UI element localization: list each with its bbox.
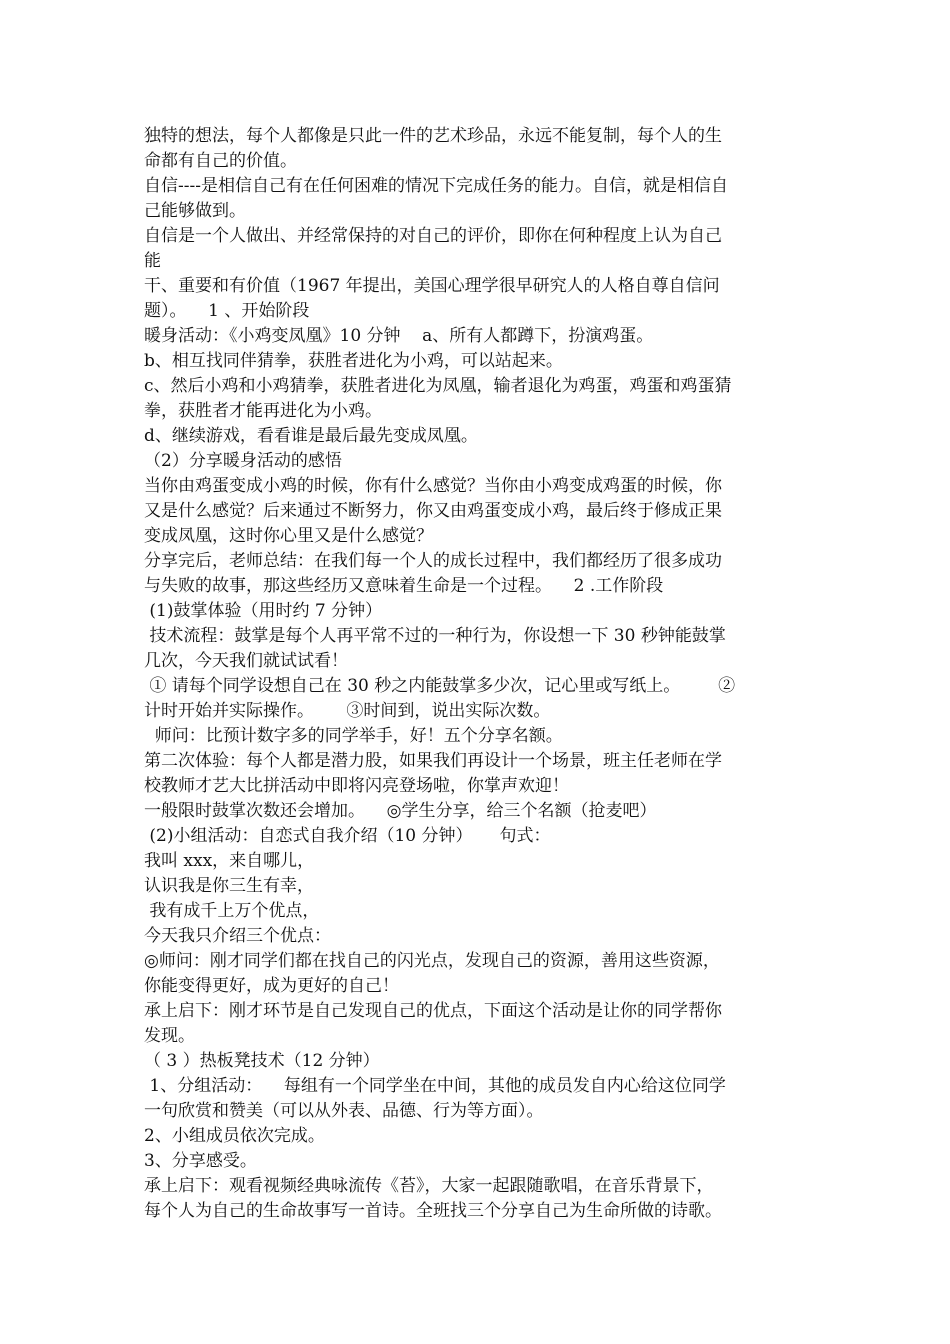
text-line: （2）分享暖身活动的感悟	[144, 451, 342, 471]
text-line: 承上启下：观看视频经典咏流传《苔》，大家一起跟随歌唱，在音乐背景下，	[144, 1176, 714, 1196]
text-line: 技术流程：鼓掌是每个人再平常不过的一种行为，你设想一下 30 秒钟能鼓掌	[144, 626, 726, 646]
text-line: 我有成千上万个优点，	[144, 901, 320, 921]
text-line: 自信----是相信自己有在任何困难的情况下完成任务的能力。自信，就是相信自	[144, 176, 728, 196]
text-line: ◎师问：刚才同学们都在找自己的闪光点，发现自己的资源，善用这些资源，	[144, 951, 720, 971]
text-line: 发现。	[144, 1026, 195, 1046]
text-line: 你能变得更好，成为更好的自己！	[144, 976, 399, 996]
text-line: 干、重要和有价值（1967 年提出，美国心理学很早研究人的人格自尊自信问	[144, 276, 720, 296]
text-line: 2、小组成员依次完成。	[144, 1126, 325, 1146]
text-line: 校教师才艺大比拼活动中即将闪亮登场啦，你掌声欢迎！	[144, 776, 569, 796]
text-line: 当你由鸡蛋变成小鸡的时候，你有什么感觉？当你由小鸡变成鸡蛋的时候，你	[144, 476, 722, 496]
text-line: (1)鼓掌体验（用时约 7 分钟）	[144, 601, 383, 621]
text-line: b、相互找同伴猜拳，获胜者进化为小鸡，可以站起来。	[144, 351, 563, 371]
text-line: 3、分享感受。	[144, 1151, 257, 1171]
text-line: 自信是一个人做出、并经常保持的对自己的评价，即你在何种程度上认为自己	[144, 226, 722, 246]
text-line: (2)小组活动：自恋式自我介绍（10 分钟） 句式：	[144, 826, 551, 846]
text-line: 每个人为自己的生命故事写一首诗。全班找三个分享自己为生命所做的诗歌。	[144, 1201, 722, 1221]
text-line: 第二次体验：每个人都是潜力股，如果我们再设计一个场景，班主任老师在学	[144, 751, 722, 771]
text-line: （ 3 ）热板凳技术（12 分钟）	[144, 1051, 380, 1071]
text-line: 暖身活动：《小鸡变凤凰》10 分钟 a、所有人都蹲下，扮演鸡蛋。	[144, 326, 654, 346]
text-line: 与失败的故事，那这些经历又意味着生命是一个过程。 2 .工作阶段	[144, 576, 664, 596]
text-line: 能	[144, 251, 161, 271]
text-line: 一般限时鼓掌次数还会增加。 ◎学生分享，给三个名额（抢麦吧）	[144, 801, 657, 821]
text-line: 一句欣赏和赞美（可以从外表、品德、行为等方面）。	[144, 1101, 544, 1121]
text-line: ① 请每个同学设想自己在 30 秒之内能鼓掌多少次，记心里或写纸上。 ②	[144, 676, 736, 696]
text-line: 己能够做到。	[144, 201, 246, 221]
text-line: 计时开始并实际操作。 ③时间到，说出实际次数。	[144, 701, 551, 721]
text-line: 认识我是你三生有幸，	[144, 876, 314, 896]
text-line: 几次，今天我们就试试看！	[144, 651, 348, 671]
text-line: 命都有自己的价值。	[144, 151, 297, 171]
text-line: d、继续游戏，看看谁是最后最先变成凤凰。	[144, 426, 478, 446]
text-line: 承上启下：刚才环节是自己发现自己的优点，下面这个活动是让你的同学帮你	[144, 1001, 722, 1021]
text-line: 题）。 1 、开始阶段	[144, 301, 310, 321]
document-body	[144, 124, 812, 1224]
text-line: 独特的想法，每个人都像是只此一件的艺术珍品，永远不能复制，每个人的生	[144, 126, 722, 146]
text-line: 拳，获胜者才能再进化为小鸡。	[144, 401, 382, 421]
text-line: c、然后小鸡和小鸡猜拳，获胜者进化为凤凰，输者退化为鸡蛋，鸡蛋和鸡蛋猜	[144, 376, 732, 396]
text-line: 我叫 xxx，来自哪儿，	[144, 851, 315, 871]
text-line: 1、分组活动： 每组有一个同学坐在中间，其他的成员发自内心给这位同学	[144, 1076, 726, 1096]
text-line: 又是什么感觉？后来通过不断努力，你又由鸡蛋变成小鸡，最后终于修成正果	[144, 501, 722, 521]
text-line: 分享完后，老师总结：在我们每一个人的成长过程中，我们都经历了很多成功	[144, 551, 722, 571]
text-line: 今天我只介绍三个优点：	[144, 926, 331, 946]
text-line: 师问：比预计数字多的同学举手，好！五个分享名额。	[144, 726, 563, 746]
text-line: 变成凤凰，这时你心里又是什么感觉？	[144, 526, 433, 546]
